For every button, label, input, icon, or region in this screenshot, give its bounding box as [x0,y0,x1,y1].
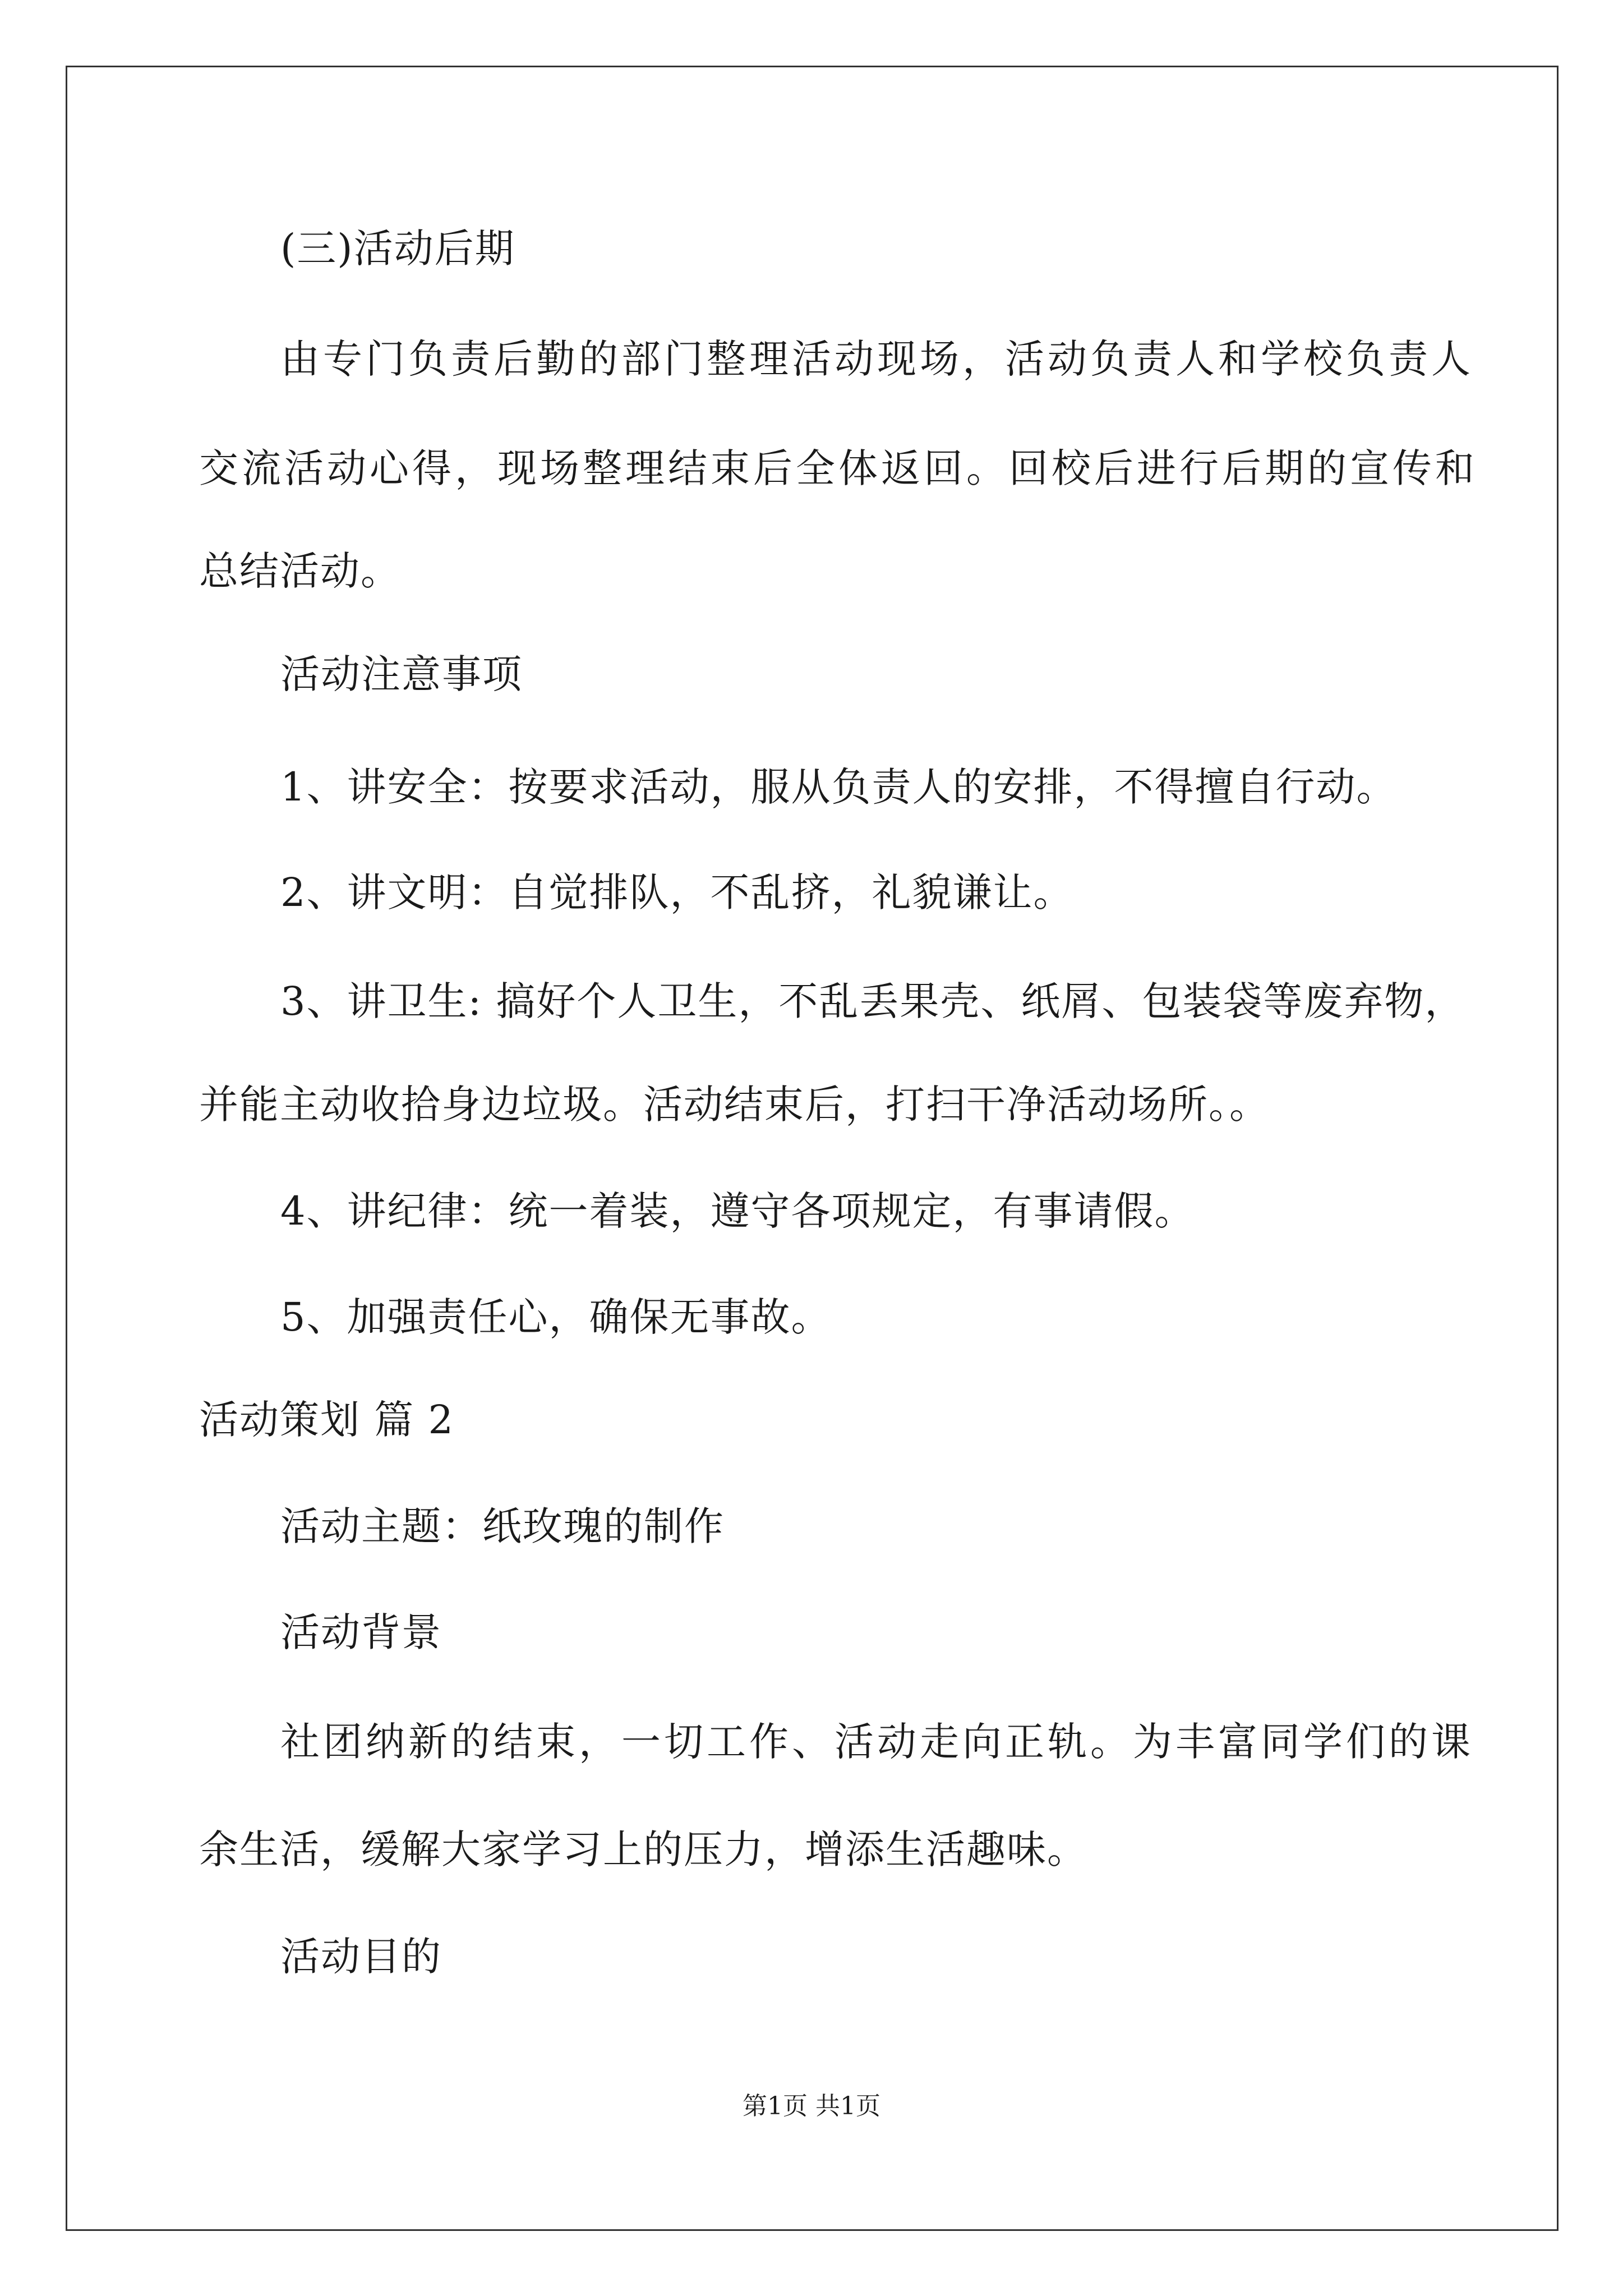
paragraph-line: 交流活动心得，现场整理结束后全体返回。回校后进行后期的宣传和 [199,445,1478,491]
paragraph-line: 活动主题：纸玫瑰的制作 [280,1503,725,1549]
article-heading: 活动策划 篇 2 [199,1397,455,1443]
page-number-footer: 第1页 共1页 [743,2092,880,2120]
list-item-continuation: 并能主动收拾身边垃圾。活动结束后，打扫干净活动场所。。 [199,1082,1270,1128]
list-item: 2、讲文明：自觉排队，不乱挤，礼貌谦让。 [280,869,1074,915]
paragraph-line: 社团纳新的结束，一切工作、活动走向正轨。为丰富同学们的课 [280,1719,1474,1765]
paragraph-line: 由专门负责后勤的部门整理活动现场，活动负责人和学校负责人 [280,336,1474,382]
page-border [66,66,1559,2231]
section-heading: 活动目的 [280,1934,442,1980]
paragraph-line: 余生活，缓解大家学习上的压力，增添生活趣味。 [199,1826,1087,1872]
paragraph-line: 总结活动。 [199,548,401,594]
section-heading: 活动注意事项 [280,651,523,697]
list-item: 5、加强责任心，确保无事故。 [280,1294,832,1340]
list-item: 4、讲纪律：统一着装，遵守各项规定，有事请假。 [280,1188,1195,1234]
list-item: 1、讲安全：按要求活动，服从负责人的安排，不得擅自行动。 [280,764,1397,810]
list-item: 3、讲卫生: 搞好个人卫生，不乱丢果壳、纸屑、包装袋等废弃物， [280,978,1465,1024]
section-heading: 活动背景 [280,1609,442,1655]
subsection-heading: (三)活动后期 [280,226,515,272]
